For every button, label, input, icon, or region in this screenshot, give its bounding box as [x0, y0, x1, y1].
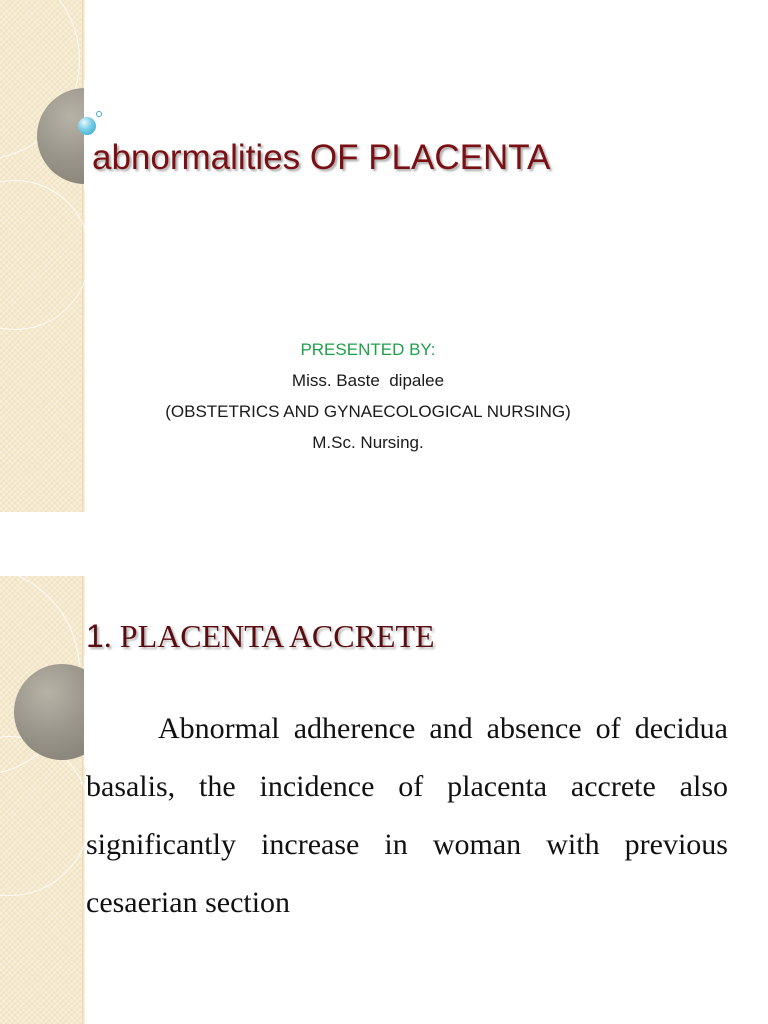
section-heading: [86, 618, 435, 655]
presenter-department: (OBSTETRICS AND GYNAECOLOGICAL NURSING): [165, 402, 571, 421]
presenter-degree: M.Sc. Nursing.: [312, 433, 424, 452]
presenter-block: [84, 334, 652, 458]
small-bubble-icon: [96, 111, 102, 117]
section-body: Abnormal adherence and absence of decidua basalis, the incidence of placenta accrete also significantly increase in woman with previous cesaerian section: [86, 712, 728, 919]
section-title: . PLACENTA ACCRETE: [103, 618, 435, 654]
presenter-name: Miss. Baste dipalee: [291, 371, 445, 390]
accent-bubble-icon: [78, 117, 96, 135]
slide-gap: [0, 512, 768, 576]
slide-title: abnormalities OF PLACENTA: [92, 138, 551, 177]
presented-by-label: PRESENTED BY:: [300, 340, 436, 359]
section-number: 1: [86, 618, 104, 654]
